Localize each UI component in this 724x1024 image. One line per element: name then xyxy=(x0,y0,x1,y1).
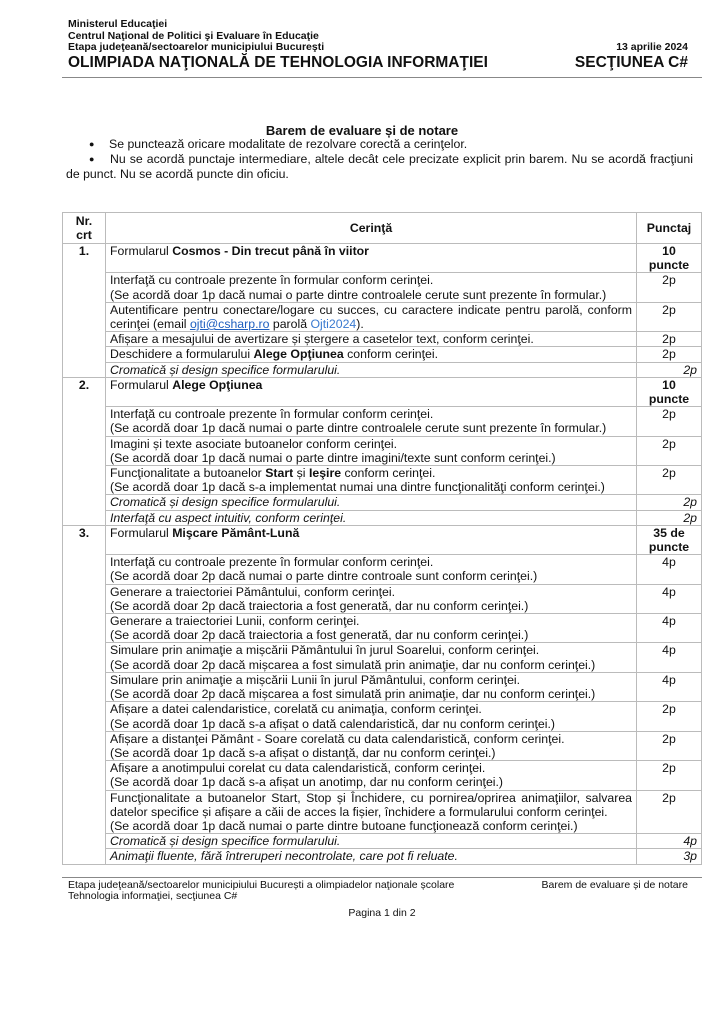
requirement-cell xyxy=(106,332,637,347)
table-row xyxy=(63,834,702,849)
requirement-cell xyxy=(106,466,637,495)
document-title: Barem de evaluare și de notare xyxy=(265,123,459,138)
text-segment: Cromatică și design specifice formularului. xyxy=(110,362,341,377)
item-points: 2p xyxy=(637,702,702,731)
requirement-note: (Se acordă doar 1p dacă s-a afișat un anotimp, dar nu conform cerinţei.) xyxy=(110,775,504,790)
header-row-olympiad xyxy=(68,54,688,71)
text-segment: Alege Opţiunea xyxy=(172,377,263,392)
requirement-cell xyxy=(106,407,637,436)
requirement-cell xyxy=(106,761,637,790)
text-segment: Generare a traiectoriei Pământului, conform cerinţei. xyxy=(110,584,396,599)
item-points: 4p xyxy=(637,555,702,584)
requirement-text xyxy=(110,407,632,421)
requirement-cell xyxy=(106,362,637,377)
requirement-cell xyxy=(106,302,637,331)
table-row xyxy=(63,731,702,760)
header-points: Punctaj xyxy=(637,213,702,244)
text-segment: Cosmos - Din trecut până în viitor xyxy=(172,244,369,258)
table-row xyxy=(63,790,702,834)
requirement-note: (Se acordă doar 2p dacă mișcarea a fost simulată prin animaţie, dar nu conform cerinţei.) xyxy=(110,687,596,702)
item-points: 2p xyxy=(637,347,702,362)
section-title xyxy=(106,525,637,554)
item-points: 2p xyxy=(637,495,702,510)
text-segment: Formularul xyxy=(110,377,173,392)
stage-name: Etapa judeţeană/sectoarelor municipiului Bucureşti xyxy=(68,41,325,54)
table-row xyxy=(63,466,702,495)
text-segment: Formularul xyxy=(110,244,173,258)
bullet-icon: ● xyxy=(89,139,95,149)
table-row xyxy=(63,672,702,701)
requirement-text xyxy=(110,585,632,599)
instruction-item xyxy=(66,152,693,182)
requirement-cell xyxy=(106,614,637,643)
requirement-note: (Se acordă doar 1p dacă s-a afișat o dată calendaristică, dar nu conform cerinţei.) xyxy=(110,716,555,731)
text-segment: Afișare a distanţei Pământ - Soare corelată cu data calendaristică, conform cerinţei. xyxy=(110,731,565,746)
requirement-text xyxy=(110,511,632,525)
requirement-text xyxy=(110,347,632,361)
item-points: 2p xyxy=(637,731,702,760)
section-row xyxy=(63,377,702,406)
table-row xyxy=(63,332,702,347)
requirement-cell xyxy=(106,555,637,584)
page-number: Pagina 1 din 2 xyxy=(348,907,416,920)
requirement-cell xyxy=(106,790,637,834)
item-points: 2p xyxy=(637,790,702,834)
text-segment: Interfaţă cu controale prezente în formular conform cerinţei. xyxy=(110,273,434,288)
text-segment: Cromatică și design specifice formularului. xyxy=(110,495,341,510)
text-segment: Formularul xyxy=(110,525,173,540)
document-footer xyxy=(62,878,702,904)
table-row xyxy=(63,362,702,377)
requirement-text xyxy=(110,643,632,657)
requirement-text xyxy=(110,614,632,628)
text-segment: Simulare prin animaţie a mișcării Pământului în jurul Soarelui, conform cerinţei. xyxy=(110,643,540,658)
table-row xyxy=(63,614,702,643)
requirement-cell xyxy=(106,584,637,613)
item-points: 4p xyxy=(637,614,702,643)
grading-table xyxy=(62,212,702,865)
table-row xyxy=(63,347,702,362)
item-points: 2p xyxy=(637,761,702,790)
table-row xyxy=(63,849,702,864)
requirement-text xyxy=(110,702,632,716)
row-number: 3. xyxy=(63,525,106,864)
section-name: SECŢIUNEA C# xyxy=(574,53,688,71)
text-segment: Generare a traiectoriei Lunii, conform cerinţei. xyxy=(110,614,360,629)
instruction-text: Nu se acordă punctaje intermediare, altele decât cele precizate explicit prin barem. Nu se acordă fracţiuni de punct. Nu se acordă puncte din oficiu. xyxy=(66,152,693,181)
item-points: 4p xyxy=(637,834,702,849)
text-segment: parolă xyxy=(269,317,311,332)
text-segment: Deschidere a formularului xyxy=(110,347,254,362)
item-points: 2p xyxy=(637,436,702,465)
instruction-item xyxy=(89,137,693,152)
item-points: 4p xyxy=(637,643,702,672)
requirement-cell xyxy=(106,731,637,760)
text-segment: Mişcare Pământ-Lună xyxy=(172,525,300,540)
requirement-text xyxy=(110,555,632,569)
text-segment: conform cerinţei. xyxy=(341,466,436,481)
center-name: Centrul Naţional de Politici şi Evaluare în Educaţie xyxy=(68,29,319,42)
requirement-text xyxy=(110,849,632,863)
table-header-row xyxy=(63,213,702,244)
requirement-note: (Se acordă doar 2p dacă mișcarea a fost simulată prin animaţie, dar nu conform cerinţei.) xyxy=(110,657,596,672)
requirement-cell xyxy=(106,347,637,362)
table-body xyxy=(63,244,702,865)
requirement-note: (Se acordă doar 1p dacă numai o parte dintre imagini/texte sunt conform cerinţei.) xyxy=(110,450,556,465)
requirement-text xyxy=(110,834,632,848)
requirement-cell xyxy=(106,702,637,731)
text-segment: Start xyxy=(265,466,294,481)
text-segment: Alege Opţiunea xyxy=(253,347,344,362)
row-number: 1. xyxy=(63,244,106,378)
text-segment: Interfaţă cu controale prezente în formular conform cerinţei. xyxy=(110,555,434,570)
requirement-note: (Se acordă doar 2p dacă numai o parte dintre controale sunt conform cerinţei.) xyxy=(110,569,538,584)
footer-left xyxy=(68,880,531,904)
item-points: 2p xyxy=(637,332,702,347)
item-points: 2p xyxy=(637,510,702,525)
ministry-name: Ministerul Educaţiei xyxy=(68,18,168,30)
table-row xyxy=(63,761,702,790)
section-points: 10 puncte xyxy=(637,377,702,406)
item-points: 4p xyxy=(637,584,702,613)
item-points: 2p xyxy=(637,273,702,302)
table-row xyxy=(63,495,702,510)
text-segment: Funcţionalitate a butoanelor Start, Stop și Închidere, cu pornirea/oprirea animaţiilor, salvarea datelor specifice și afișare a căii de acces la fișier, închidere a formularului conform cerinţei. xyxy=(110,790,632,819)
section-row xyxy=(63,525,702,554)
section-row xyxy=(63,244,702,273)
footer-doc-title: Barem de evaluare și de notare xyxy=(541,878,688,891)
document-header xyxy=(68,19,688,71)
text-segment: Interfaţă cu aspect intuitiv, conform cerinţei. xyxy=(110,510,347,525)
table-row xyxy=(63,643,702,672)
footer-stage: Etapa judeţeană/sectoarelor municipiului București a olimpiadelor naţionale școlare xyxy=(68,878,455,891)
main-content xyxy=(62,212,702,919)
text-segment: Interfaţă cu controale prezente în formular conform cerinţei. xyxy=(110,407,434,422)
table-row xyxy=(63,584,702,613)
requirement-text xyxy=(110,495,632,509)
table-row xyxy=(63,302,702,331)
requirement-cell xyxy=(106,273,637,302)
email-link[interactable]: ojti@csharp.ro xyxy=(189,317,270,332)
requirement-text xyxy=(110,791,632,819)
table-row xyxy=(63,436,702,465)
requirement-text xyxy=(110,363,632,377)
text-segment: ). xyxy=(356,317,364,332)
section-title xyxy=(106,244,637,273)
section-points: 10 puncte xyxy=(637,244,702,273)
text-segment: Afișare a mesajului de avertizare și ștergere a casetelor text, conform cerinţei. xyxy=(110,332,534,347)
text-segment: Imagini și texte asociate butoanelor conform cerinţei. xyxy=(110,436,398,451)
item-points: 2p xyxy=(637,302,702,331)
requirement-cell xyxy=(106,510,637,525)
row-number: 2. xyxy=(63,377,106,525)
password-text: Ojti2024 xyxy=(310,317,357,332)
requirement-text xyxy=(110,732,632,746)
text-segment: Funcţionalitate a butoanelor xyxy=(110,466,266,481)
requirement-cell xyxy=(106,436,637,465)
requirement-text xyxy=(110,332,632,346)
requirement-note: (Se acordă doar 1p dacă numai o parte dintre controalele cerute sunt prezente în formular.) xyxy=(110,421,607,436)
header-divider xyxy=(62,77,702,78)
requirement-cell xyxy=(106,672,637,701)
section-points: 35 de puncte xyxy=(637,525,702,554)
requirement-note: (Se acordă doar 2p dacă traiectoria a fost generată, dar nu conform cerinţei.) xyxy=(110,598,529,613)
text-segment: conform cerinţei. xyxy=(343,347,439,362)
olympiad-name: OLIMPIADA NAŢIONALĂ DE TEHNOLOGIA INFORMAŢIEI xyxy=(68,53,488,71)
text-segment: Cromatică și design specifice formularului. xyxy=(110,834,341,849)
requirement-text xyxy=(110,673,632,687)
requirement-text xyxy=(110,761,632,775)
text-segment: Animaţii fluente, fără întreruperi necontrolate, care pot fi reluate. xyxy=(110,849,458,864)
item-points: 2p xyxy=(637,407,702,436)
section-title-text xyxy=(110,244,632,258)
item-points: 2p xyxy=(637,362,702,377)
requirement-text xyxy=(110,466,632,480)
requirement-cell xyxy=(106,834,637,849)
requirement-note: (Se acordă doar 2p dacă traiectoria a fost generată, dar nu conform cerinţei.) xyxy=(110,628,529,643)
table-row xyxy=(63,555,702,584)
header-requirement: Cerinţă xyxy=(106,213,637,244)
text-segment: Ieşire xyxy=(308,466,342,481)
instructions-list xyxy=(66,137,693,182)
requirement-note: (Se acordă doar 1p dacă numai o parte dintre butoane funcţionează conform cerinţei.) xyxy=(110,818,578,833)
section-title-text xyxy=(110,526,632,540)
requirement-text xyxy=(110,273,632,287)
text-segment: Afișare a datei calendaristice, corelată cu animaţia, conform cerinţei. xyxy=(110,702,482,717)
text-segment: și xyxy=(293,466,309,481)
instruction-text: Se punctează oricare modalitate de rezolvare corectă a cerinţelor. xyxy=(109,137,468,151)
requirement-cell xyxy=(106,643,637,672)
text-segment: Simulare prin animaţie a mișcării Lunii în jurul Pământului, conform cerinţei. xyxy=(110,672,521,687)
requirement-text xyxy=(110,303,632,331)
bullet-icon: ● xyxy=(89,154,95,164)
text-segment: Afișare a anotimpului corelat cu data calendaristică, conform cerinţei. xyxy=(110,761,486,776)
section-title-text xyxy=(110,378,632,392)
requirement-note: (Se acordă doar 1p dacă numai o parte dintre controalele cerute sunt prezente în formular.) xyxy=(110,287,607,302)
requirement-cell xyxy=(106,495,637,510)
footer-subject: Tehnologia informaţiei, secţiunea C# xyxy=(68,890,238,903)
table-row xyxy=(63,702,702,731)
requirement-note: (Se acordă doar 1p dacă s-a afișat o distanţă, dar nu conform cerinţei.) xyxy=(110,745,496,760)
requirement-note: (Se acordă doar 1p dacă s-a implementat numai una dintre funcţionalităţi conform cerinţei.) xyxy=(110,480,605,495)
item-points: 2p xyxy=(637,466,702,495)
item-points: 4p xyxy=(637,672,702,701)
requirement-text xyxy=(110,437,632,451)
item-points: 3p xyxy=(637,849,702,864)
table-row xyxy=(63,407,702,436)
header-row-stage xyxy=(68,42,688,54)
header-nr: Nr. crt xyxy=(63,213,106,244)
table-row xyxy=(63,510,702,525)
text-segment: Autentificare pentru conectare/logare cu succes, cu caractere indicate pentru parolă, conform cerinţei (email xyxy=(110,302,632,332)
table-row xyxy=(63,273,702,302)
section-title xyxy=(106,377,637,406)
requirement-cell xyxy=(106,849,637,864)
exam-date: 13 aprilie 2024 xyxy=(616,41,688,54)
